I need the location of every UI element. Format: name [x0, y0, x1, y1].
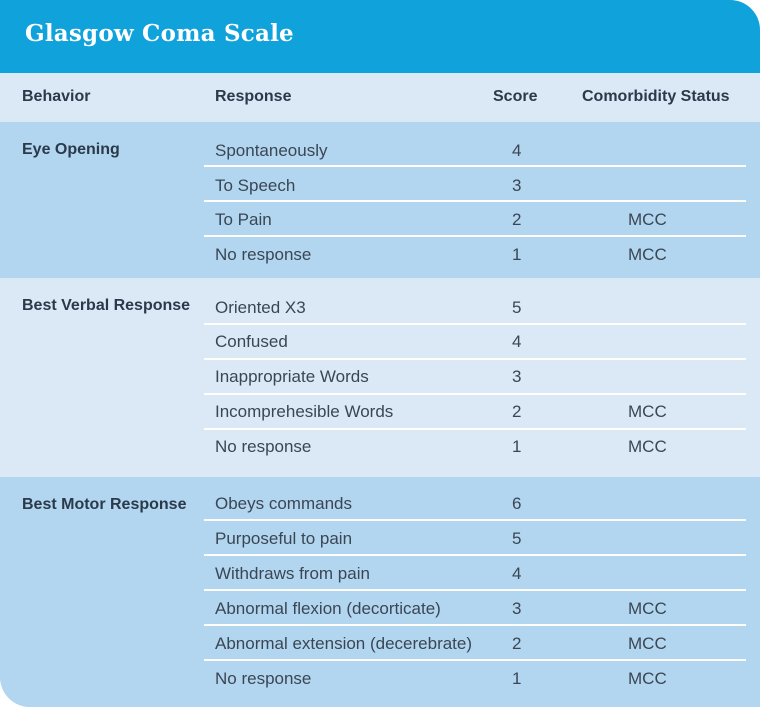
- table-row: [0, 168, 760, 203]
- status-cell: MCC: [628, 402, 667, 421]
- response-cell: Oriented X3: [215, 298, 306, 317]
- group-best-verbal-response: [0, 278, 760, 477]
- table-header: [0, 73, 760, 122]
- table-row: [0, 661, 760, 696]
- score-cell: 3: [512, 599, 522, 618]
- score-cell: 4: [512, 564, 522, 583]
- response-cell: No response: [215, 245, 312, 264]
- status-cell: MCC: [628, 669, 667, 688]
- response-cell: Inappropriate Words: [215, 367, 369, 386]
- score-cell: 2: [512, 402, 522, 421]
- header-response: Response: [215, 88, 292, 105]
- status-cell: MCC: [628, 634, 667, 653]
- table-row: [0, 394, 760, 429]
- response-cell: No response: [215, 437, 312, 456]
- status-cell: MCC: [628, 245, 667, 264]
- table-row: [0, 324, 760, 359]
- score-cell: 2: [512, 210, 522, 229]
- status-cell: MCC: [628, 210, 667, 229]
- response-cell: To Pain: [215, 210, 272, 229]
- score-cell: 1: [512, 245, 522, 264]
- response-cell: Abnormal flexion (decorticate): [215, 599, 441, 618]
- behavior-label: Best Verbal Response: [22, 297, 191, 314]
- group-best-motor-response: [0, 477, 760, 707]
- score-cell: 1: [512, 669, 522, 688]
- response-cell: Confused: [215, 332, 288, 351]
- response-cell: Incomprehesible Words: [215, 402, 394, 421]
- score-cell: 3: [512, 176, 522, 195]
- response-cell: Abnormal extension (decerebrate): [215, 634, 473, 653]
- response-cell: Obeys commands: [215, 494, 352, 513]
- score-cell: 6: [512, 494, 522, 513]
- response-cell: No response: [215, 669, 312, 688]
- score-cell: 3: [512, 367, 522, 386]
- table-row: [0, 202, 760, 237]
- table-row: [0, 237, 760, 272]
- table-row: [0, 521, 760, 556]
- row-divider: [204, 165, 746, 167]
- table-row: [0, 486, 760, 521]
- score-cell: 2: [512, 634, 522, 653]
- score-cell: 1: [512, 437, 522, 456]
- response-cell: Purposeful to pain: [215, 529, 353, 548]
- page-title: Glasgow Coma Scale: [25, 20, 294, 47]
- status-cell: MCC: [628, 437, 667, 456]
- score-cell: 5: [512, 529, 522, 548]
- table-row: [0, 556, 760, 591]
- behavior-label: Best Motor Response: [22, 496, 187, 513]
- score-cell: 4: [512, 332, 522, 351]
- header-comorbidity-status: Comorbidity Status: [582, 88, 730, 105]
- table-row: [0, 591, 760, 626]
- header-score: Score: [493, 88, 538, 105]
- table-row: [0, 359, 760, 394]
- title-bar: [0, 0, 760, 73]
- score-cell: 5: [512, 298, 522, 317]
- table-row: [0, 626, 760, 661]
- table-row: [0, 133, 760, 168]
- response-cell: Spontaneously: [215, 141, 328, 160]
- header-behavior: Behavior: [22, 88, 91, 105]
- response-cell: Withdraws from pain: [215, 564, 370, 583]
- response-cell: To Speech: [215, 176, 296, 195]
- score-cell: 4: [512, 141, 522, 160]
- group-eye-opening: [0, 122, 760, 278]
- behavior-label: Eye Opening: [22, 141, 120, 158]
- table-row: [0, 429, 760, 464]
- table-row: [0, 290, 760, 325]
- status-cell: MCC: [628, 599, 667, 618]
